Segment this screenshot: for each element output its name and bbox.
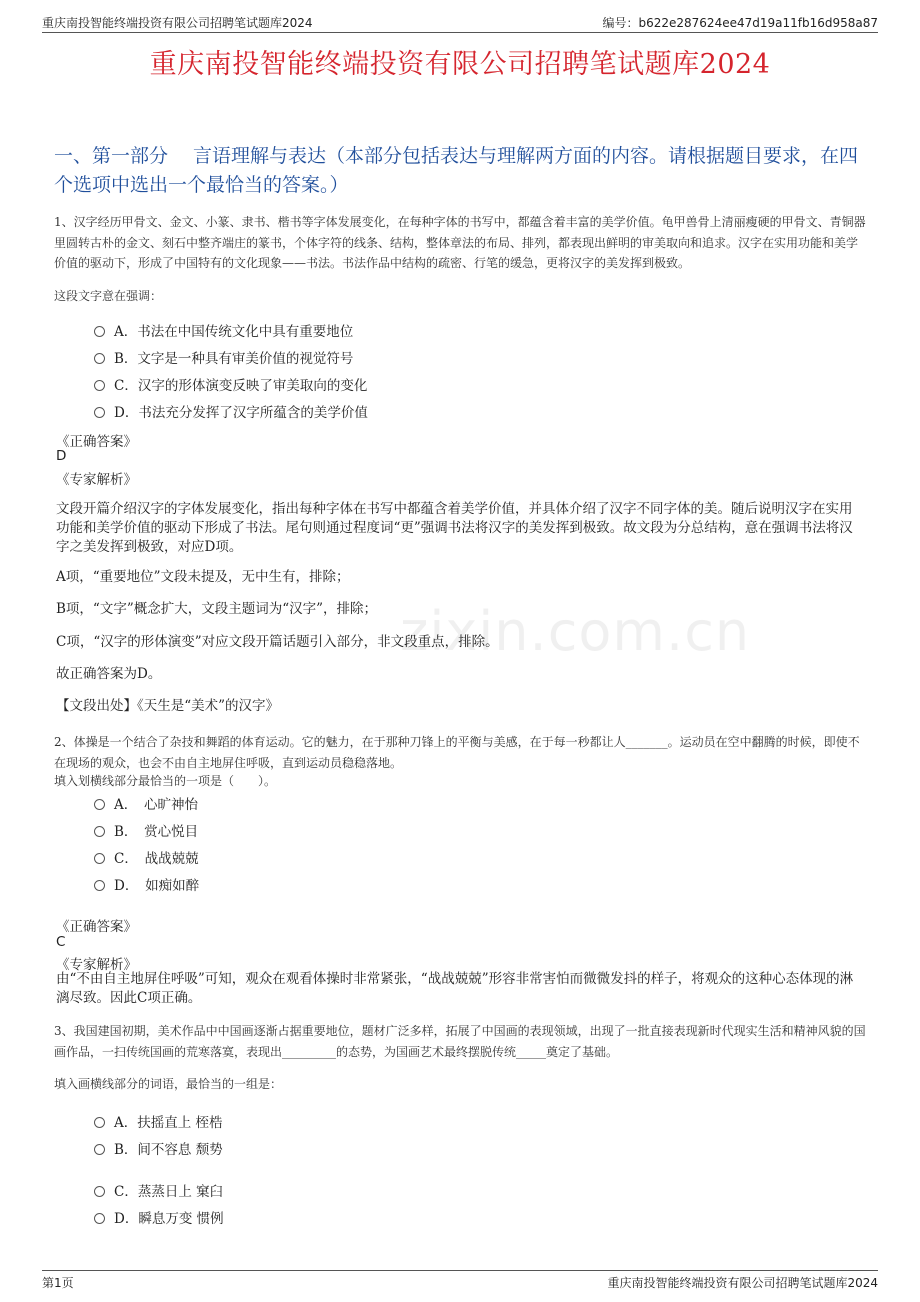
q2-analysis-label: 《专家解析》 <box>56 957 137 973</box>
page-number: 第1页 <box>42 1276 74 1290</box>
radio-icon[interactable] <box>94 1144 105 1155</box>
q3-option-d[interactable]: D．瞬息万变 惯例 <box>94 1207 224 1227</box>
q1-option-d[interactable]: D．书法充分发挥了汉字所蕴含的美学价值 <box>94 401 368 421</box>
q3-option-b[interactable]: B．间不容息 颓势 <box>94 1138 223 1158</box>
header-title: 重庆南投智能终端投资有限公司招聘笔试题库2024 <box>42 16 313 30</box>
q1-option-b[interactable]: B．文字是一种具有审美价值的视觉符号 <box>94 347 353 367</box>
q1-answer-label: 《正确答案》 <box>56 434 137 450</box>
q2-prompt: 填入划横线部分最恰当的一项是（ ）。 <box>54 774 277 788</box>
q2-analysis: 由“不由自主地屏住呼吸”可知，观众在观看体操时非常紧张，“战战兢兢”形容非常害怕而微微发抖的样子，将观众的这种心态体现的淋漓尽致。因此C项正确。 <box>56 971 854 1006</box>
radio-icon[interactable] <box>94 1117 105 1128</box>
radio-icon[interactable] <box>94 1213 105 1224</box>
q1-source: 【文段出处】《天生是“美术”的汉字》 <box>56 698 280 714</box>
q3-stem: 3、我国建国初期，美术作品中中国画逐渐占据重要地位，题材广泛多样，拓展了中国画的表现领域，出现了一批直接表现新时代现实生活和精神风貌的国画作品，一扫传统国画的荒寒落寞，表现出_________的态势，为国画艺术最终摆脱传统_____奠定了基础。 <box>54 1024 866 1059</box>
radio-icon[interactable] <box>94 880 105 891</box>
radio-icon[interactable] <box>94 799 105 810</box>
radio-icon[interactable] <box>94 853 105 864</box>
q2-option-a[interactable]: A． 心旷神怡 <box>94 793 198 813</box>
q1-analysis-label: 《专家解析》 <box>56 472 137 488</box>
q2-stem: 2、体操是一个结合了杂技和舞蹈的体育运动。它的魅力，在于那种刀锋上的平衡与美感，在于每一秒都让人_______。运动员在空中翻腾的时候，即使不在现场的观众，也会不由自主地屏住呼吸，直到运动员稳稳落地。 <box>54 735 860 770</box>
q3-option-a[interactable]: A．扶摇直上 桎梏 <box>94 1111 223 1131</box>
q1-analysis-main: 文段开篇介绍汉字的字体发展变化，指出每种字体在书写中都蕴含着美学价值，并具体介绍了汉字不同字体的美。随后说明汉字在实用功能和美学价值的驱动下形成了书法。尾句则通过程度词“更”强调书法将汉字的美发挥到极致。故文段为分总结构，意在强调书法将汉字之美发挥到极致，对应D项。 <box>56 501 853 555</box>
q2-option-c[interactable]: C． 战战兢兢 <box>94 847 199 867</box>
q2-option-d[interactable]: D． 如痴如醉 <box>94 874 199 894</box>
radio-icon[interactable] <box>94 826 105 837</box>
q1-analysis-conclusion: 故正确答案为D。 <box>56 666 162 682</box>
page-header <box>42 14 878 33</box>
page-title: 重庆南投智能终端投资有限公司招聘笔试题库2024 <box>149 49 771 80</box>
q1-option-a[interactable]: A．书法在中国传统文化中具有重要地位 <box>94 320 353 340</box>
q1-stem: 1、汉字经历甲骨文、金文、小篆、隶书、楷书等字体发展变化，在每种字体的书写中，都蕴含着丰富的美学价值。龟甲兽骨上清丽瘦硬的甲骨文、青铜器里圆转古朴的金文、刻石中整齐端庄的篆书，个体字符的线条、结构，整体章法的布局、排列，都表现出鲜明的审美取向和追求。汉字在实用功能和美学价值的驱动下，形成了中国特有的文化现象——书法。书法作品中结构的疏密、行笔的缓急，更将汉字的美发挥到极致。 <box>54 215 866 270</box>
q3-option-c[interactable]: C．蒸蒸日上 窠臼 <box>94 1180 223 1200</box>
q2-answer: C <box>56 934 66 950</box>
q1-analysis-b: B项，“文字”概念扩大，文段主题词为“汉字”，排除； <box>56 601 378 617</box>
radio-icon[interactable] <box>94 380 105 391</box>
page-footer <box>42 1270 878 1291</box>
q1-answer: D <box>56 448 67 464</box>
q1-analysis-c: C项，“汉字的形体演变”对应文段开篇话题引入部分，非文段重点，排除。 <box>56 634 499 650</box>
watermark: zixin.com.cn <box>400 600 751 663</box>
q1-prompt: 这段文字意在强调： <box>54 289 163 303</box>
q3-prompt: 填入画横线部分的词语，最恰当的一组是： <box>54 1077 283 1091</box>
radio-icon[interactable] <box>94 407 105 418</box>
document-id: 编号：b622e287624ee47d19a11fb16d958a87 <box>602 16 878 30</box>
q2-option-b[interactable]: B． 赏心悦目 <box>94 820 198 840</box>
section-heading: 一、第一部分 言语理解与表达（本部分包括表达与理解两方面的内容。请根据题目要求，在四个选项中选出一个最恰当的答案。） <box>54 145 859 196</box>
radio-icon[interactable] <box>94 353 105 364</box>
q1-option-c[interactable]: C．汉字的形体演变反映了审美取向的变化 <box>94 374 367 394</box>
q2-answer-label: 《正确答案》 <box>56 919 137 935</box>
footer-title: 重庆南投智能终端投资有限公司招聘笔试题库2024 <box>607 1276 878 1290</box>
radio-icon[interactable] <box>94 1186 105 1197</box>
q1-analysis-a: A项，“重要地位”文段未提及，无中生有，排除； <box>56 569 350 585</box>
radio-icon[interactable] <box>94 326 105 337</box>
